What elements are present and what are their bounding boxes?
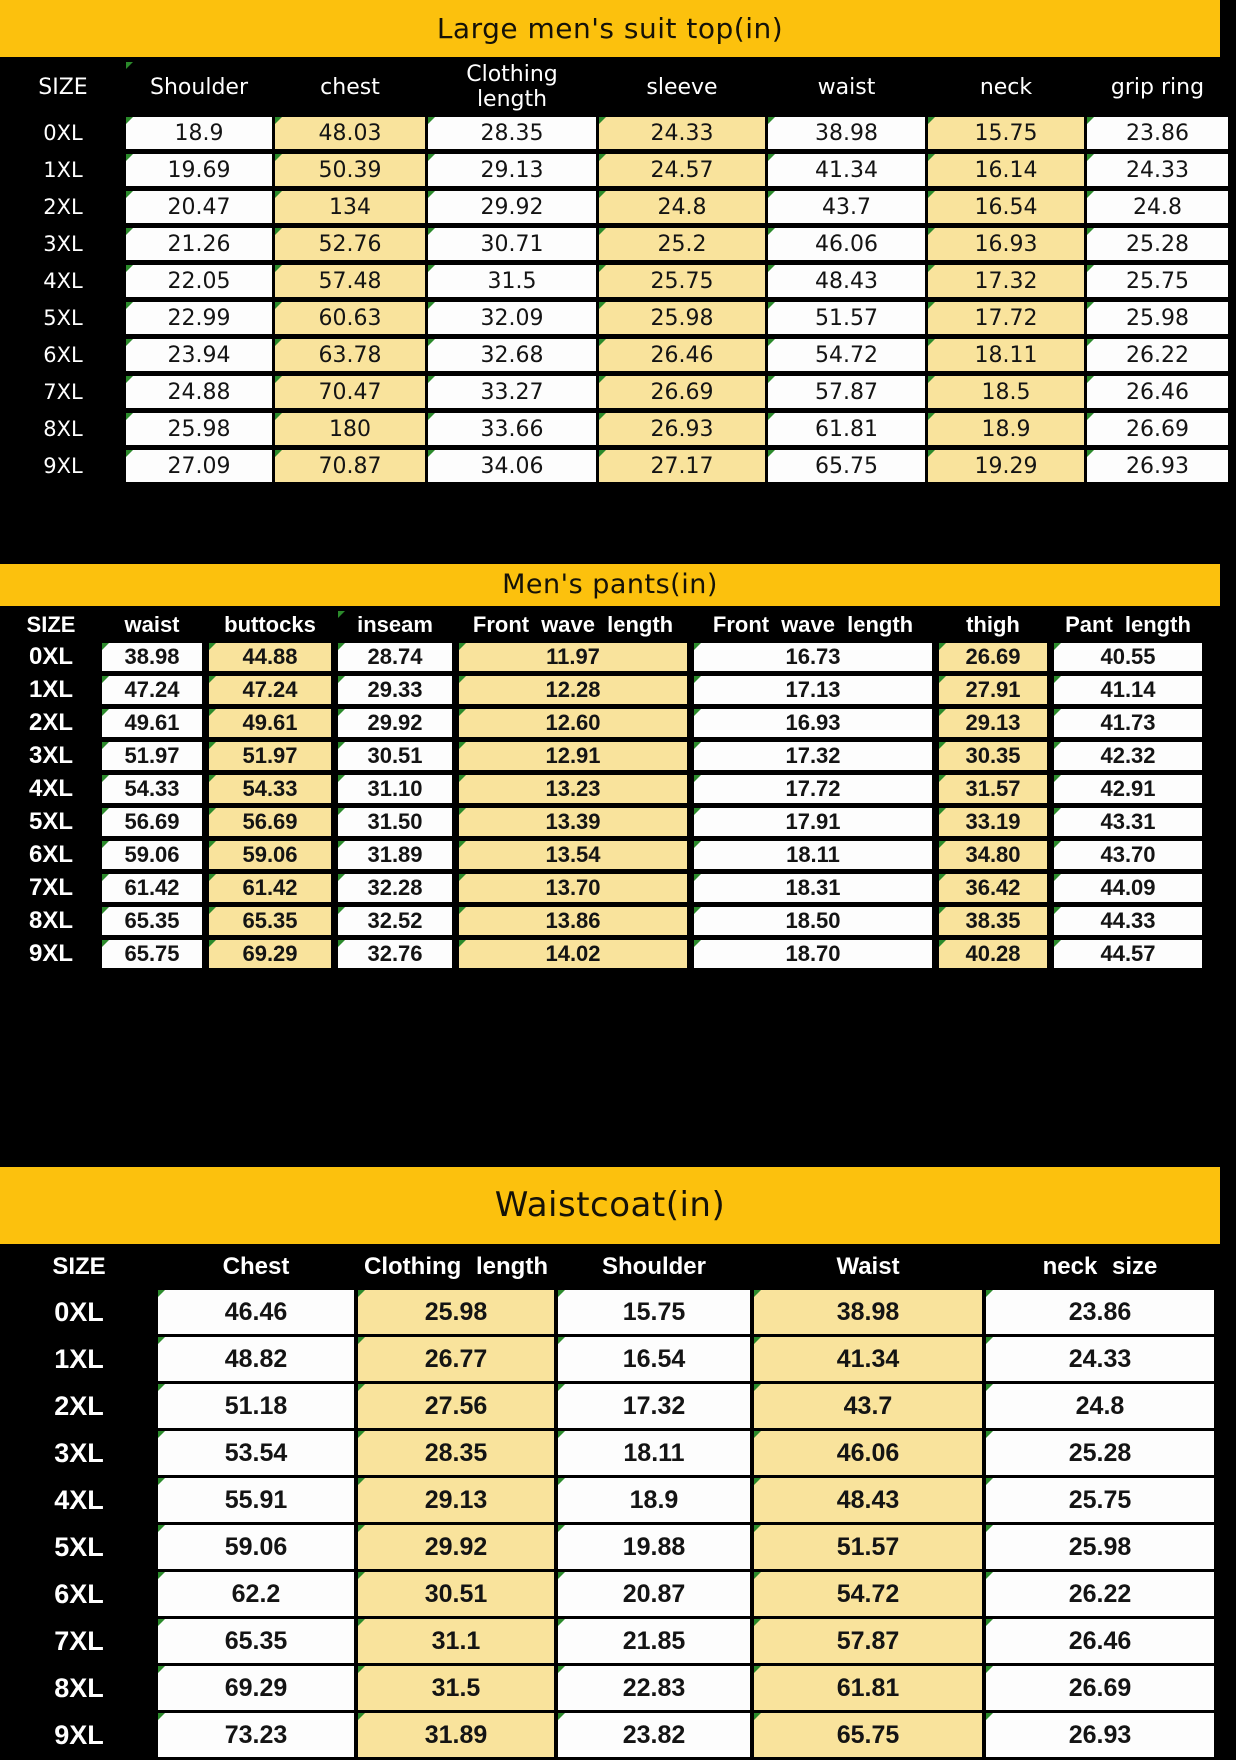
data-cell: 44.33 [1054, 907, 1202, 935]
data-cell: 31.57 [939, 775, 1047, 803]
column-header-waist: waist [817, 74, 876, 100]
data-cell: 26.69 [599, 376, 765, 408]
header-row [4, 1247, 1214, 1287]
data-cell: 36.42 [939, 874, 1047, 902]
data-cell: 16.54 [558, 1337, 750, 1381]
data-cell: 56.69 [102, 808, 202, 836]
size-label: 5XL [28, 808, 73, 835]
table-row-5xl [3, 302, 1228, 334]
data-cell: 57.87 [768, 376, 925, 408]
data-cell: 19.88 [558, 1525, 750, 1569]
size-label: 6XL [43, 343, 83, 367]
data-cell: 63.78 [275, 339, 425, 371]
data-cell: 73.23 [158, 1713, 354, 1757]
table-row-9xl [3, 450, 1228, 482]
data-cell: 38.98 [754, 1290, 982, 1334]
column-header-waist: waist [124, 611, 180, 637]
column-header-inseam: inseam [338, 611, 452, 638]
size-label: 7XL [54, 1625, 104, 1656]
data-cell: 51.18 [158, 1384, 354, 1428]
data-cell: 33.19 [939, 808, 1047, 836]
size-label: 1XL [54, 1343, 104, 1374]
table-row-8xl [7, 907, 1202, 935]
data-cell: 26.77 [358, 1337, 554, 1381]
table-row-3xl [7, 742, 1202, 770]
data-cell: 25.2 [599, 228, 765, 260]
size-label: 2XL [43, 195, 83, 219]
column-header-neck: neck [979, 74, 1033, 100]
data-cell: 65.75 [754, 1713, 982, 1757]
data-cell: 49.61 [102, 709, 202, 737]
data-cell: 18.50 [694, 907, 932, 935]
size-label: 8XL [54, 1672, 104, 1703]
size-label: 6XL [54, 1578, 104, 1609]
column-header-shoulder: Shoulder [126, 62, 272, 112]
column-header-neck-size: neck size [1042, 1253, 1158, 1280]
data-cell: 47.24 [102, 676, 202, 704]
data-cell: 30.35 [939, 742, 1047, 770]
data-cell: 59.06 [102, 841, 202, 869]
data-cell: 40.28 [939, 940, 1047, 968]
data-cell: 29.13 [428, 154, 596, 186]
data-cell: 26.22 [986, 1572, 1214, 1616]
table-row-5xl [7, 808, 1202, 836]
table-row-0xl [4, 1290, 1214, 1334]
data-cell: 30.51 [358, 1572, 554, 1616]
data-cell: 25.98 [358, 1290, 554, 1334]
data-cell: 29.92 [358, 1525, 554, 1569]
data-cell: 26.69 [986, 1666, 1214, 1710]
data-cell: 26.46 [1087, 376, 1228, 408]
size-label: 0XL [43, 121, 83, 145]
data-cell: 26.69 [939, 643, 1047, 671]
table-row-0xl [7, 643, 1202, 671]
data-cell: 30.71 [428, 228, 596, 260]
data-cell: 16.54 [928, 191, 1084, 223]
size-label: 4XL [43, 269, 83, 293]
data-cell: 70.47 [275, 376, 425, 408]
data-cell: 25.98 [986, 1525, 1214, 1569]
data-cell: 41.14 [1054, 676, 1202, 704]
size-label: 3XL [54, 1437, 104, 1468]
size-label: 0XL [28, 643, 73, 670]
column-header-chest: Chest [222, 1253, 290, 1280]
size-label: 4XL [54, 1484, 104, 1515]
table-row-4xl [3, 265, 1228, 297]
data-cell: 21.26 [126, 228, 272, 260]
table-row-4xl [4, 1478, 1214, 1522]
size-label: 6XL [28, 841, 73, 868]
data-cell: 13.86 [459, 907, 687, 935]
size-label: 5XL [43, 306, 83, 330]
size-label: 8XL [28, 907, 73, 934]
data-cell: 54.72 [768, 339, 925, 371]
data-cell: 31.5 [358, 1666, 554, 1710]
table-row-9xl [7, 940, 1202, 968]
data-cell: 180 [275, 413, 425, 445]
data-cell: 24.33 [599, 117, 765, 149]
size-label: 7XL [28, 874, 73, 901]
data-cell: 69.29 [209, 940, 331, 968]
data-cell: 16.73 [694, 643, 932, 671]
data-cell: 70.87 [275, 450, 425, 482]
column-header-clothing-length: Clothing length [364, 1253, 548, 1280]
data-cell: 27.09 [126, 450, 272, 482]
data-cell: 56.69 [209, 808, 331, 836]
column-header-sleeve: sleeve [646, 74, 718, 100]
data-cell: 65.35 [158, 1619, 354, 1663]
data-cell: 57.87 [754, 1619, 982, 1663]
data-cell: 46.46 [158, 1290, 354, 1334]
data-cell: 24.8 [599, 191, 765, 223]
size-label: 8XL [43, 417, 83, 441]
size-label: 0XL [54, 1296, 104, 1327]
data-cell: 38.98 [768, 117, 925, 149]
data-cell: 22.99 [126, 302, 272, 334]
data-cell: 43.70 [1054, 841, 1202, 869]
data-cell: 38.98 [102, 643, 202, 671]
data-cell: 22.83 [558, 1666, 750, 1710]
data-cell: 24.8 [986, 1384, 1214, 1428]
data-cell: 49.61 [209, 709, 331, 737]
waistcoat-section [0, 1167, 1236, 1760]
table-row-7xl [7, 874, 1202, 902]
size-label: 7XL [43, 380, 83, 404]
column-header-pant-length: Pant length [1065, 611, 1191, 637]
data-cell: 33.66 [428, 413, 596, 445]
data-cell: 32.76 [338, 940, 452, 968]
data-cell: 57.48 [275, 265, 425, 297]
data-cell: 54.33 [209, 775, 331, 803]
data-cell: 32.09 [428, 302, 596, 334]
data-cell: 17.13 [694, 676, 932, 704]
data-cell: 65.35 [102, 907, 202, 935]
data-cell: 17.72 [928, 302, 1084, 334]
column-header-waist: Waist [836, 1253, 900, 1280]
data-cell: 32.68 [428, 339, 596, 371]
data-cell: 14.02 [459, 940, 687, 968]
data-cell: 42.91 [1054, 775, 1202, 803]
data-cell: 26.93 [986, 1713, 1214, 1757]
data-cell: 42.32 [1054, 742, 1202, 770]
data-cell: 24.33 [986, 1337, 1214, 1381]
data-cell: 25.75 [1087, 265, 1228, 297]
data-cell: 17.91 [694, 808, 932, 836]
data-cell: 33.27 [428, 376, 596, 408]
size-label: 9XL [43, 454, 83, 478]
data-cell: 31.5 [428, 265, 596, 297]
data-cell: 17.32 [694, 742, 932, 770]
data-cell: 19.29 [928, 450, 1084, 482]
table-row-2xl [7, 709, 1202, 737]
data-cell: 26.93 [1087, 450, 1228, 482]
suit-top-section [0, 0, 1236, 487]
data-cell: 47.24 [209, 676, 331, 704]
data-cell: 51.57 [768, 302, 925, 334]
data-cell: 20.47 [126, 191, 272, 223]
table-row-5xl [4, 1525, 1214, 1569]
header-row [7, 611, 1202, 638]
data-cell: 61.42 [102, 874, 202, 902]
column-header-grip-ring: grip ring [1110, 74, 1205, 100]
data-cell: 23.94 [126, 339, 272, 371]
data-cell: 26.46 [599, 339, 765, 371]
data-cell: 18.70 [694, 940, 932, 968]
data-cell: 32.52 [338, 907, 452, 935]
data-cell: 23.86 [986, 1290, 1214, 1334]
data-cell: 31.89 [358, 1713, 554, 1757]
data-cell: 43.7 [754, 1384, 982, 1428]
data-cell: 31.89 [338, 841, 452, 869]
data-cell: 25.98 [1087, 302, 1228, 334]
column-header-shoulder: Shoulder [601, 1253, 706, 1280]
suit-top-table [0, 57, 1231, 487]
column-header-size: SIZE [26, 611, 76, 637]
data-cell: 34.06 [428, 450, 596, 482]
data-cell: 11.97 [459, 643, 687, 671]
data-cell: 26.69 [1087, 413, 1228, 445]
column-header-front-wave-length: Front wave length [712, 611, 914, 637]
size-label: 2XL [54, 1390, 104, 1421]
table-row-1xl [4, 1337, 1214, 1381]
data-cell: 13.23 [459, 775, 687, 803]
column-header-size: SIZE [52, 1253, 106, 1280]
data-cell: 17.72 [694, 775, 932, 803]
data-cell: 31.50 [338, 808, 452, 836]
data-cell: 29.13 [939, 709, 1047, 737]
data-cell: 50.39 [275, 154, 425, 186]
size-label: 9XL [54, 1719, 104, 1750]
data-cell: 46.06 [768, 228, 925, 260]
data-cell: 22.05 [126, 265, 272, 297]
data-cell: 18.5 [928, 376, 1084, 408]
data-cell: 12.91 [459, 742, 687, 770]
data-cell: 48.43 [768, 265, 925, 297]
data-cell: 34.80 [939, 841, 1047, 869]
data-cell: 24.88 [126, 376, 272, 408]
table-row-6xl [3, 339, 1228, 371]
data-cell: 65.35 [209, 907, 331, 935]
data-cell: 69.29 [158, 1666, 354, 1710]
data-cell: 61.81 [768, 413, 925, 445]
data-cell: 18.9 [558, 1478, 750, 1522]
data-cell: 54.72 [754, 1572, 982, 1616]
data-cell: 55.91 [158, 1478, 354, 1522]
data-cell: 18.11 [928, 339, 1084, 371]
data-cell: 40.55 [1054, 643, 1202, 671]
data-cell: 134 [275, 191, 425, 223]
data-cell: 23.82 [558, 1713, 750, 1757]
table-row-6xl [4, 1572, 1214, 1616]
data-cell: 43.31 [1054, 808, 1202, 836]
data-cell: 28.74 [338, 643, 452, 671]
table-row-0xl [3, 117, 1228, 149]
data-cell: 27.17 [599, 450, 765, 482]
size-label: 5XL [54, 1531, 104, 1562]
data-cell: 23.86 [1087, 117, 1228, 149]
data-cell: 65.75 [768, 450, 925, 482]
data-cell: 28.35 [428, 117, 596, 149]
table-row-3xl [4, 1431, 1214, 1475]
data-cell: 61.81 [754, 1666, 982, 1710]
data-cell: 29.92 [338, 709, 452, 737]
size-label: 4XL [28, 775, 73, 802]
waistcoat-table [0, 1244, 1218, 1760]
table-row-1xl [7, 676, 1202, 704]
data-cell: 65.75 [102, 940, 202, 968]
data-cell: 25.98 [599, 302, 765, 334]
data-cell: 54.33 [102, 775, 202, 803]
data-cell: 25.98 [126, 413, 272, 445]
size-label: 1XL [28, 676, 73, 703]
data-cell: 26.93 [599, 413, 765, 445]
table-row-8xl [3, 413, 1228, 445]
table-row-7xl [4, 1619, 1214, 1663]
pants-table [0, 606, 1209, 973]
data-cell: 25.75 [599, 265, 765, 297]
size-label: 3XL [43, 232, 83, 256]
table-row-8xl [4, 1666, 1214, 1710]
data-cell: 59.06 [209, 841, 331, 869]
data-cell: 27.56 [358, 1384, 554, 1428]
data-cell: 17.32 [558, 1384, 750, 1428]
data-cell: 25.28 [1087, 228, 1228, 260]
data-cell: 15.75 [928, 117, 1084, 149]
table-row-2xl [3, 191, 1228, 223]
data-cell: 24.8 [1087, 191, 1228, 223]
data-cell: 51.97 [209, 742, 331, 770]
column-header-size: SIZE [38, 74, 88, 100]
data-cell: 41.34 [768, 154, 925, 186]
data-cell: 43.7 [768, 191, 925, 223]
data-cell: 51.97 [102, 742, 202, 770]
data-cell: 16.14 [928, 154, 1084, 186]
data-cell: 29.33 [338, 676, 452, 704]
table-row-3xl [3, 228, 1228, 260]
size-label: 1XL [43, 158, 83, 182]
data-cell: 60.63 [275, 302, 425, 334]
data-cell: 48.82 [158, 1337, 354, 1381]
data-cell: 12.60 [459, 709, 687, 737]
data-cell: 32.28 [338, 874, 452, 902]
data-cell: 41.34 [754, 1337, 982, 1381]
data-cell: 25.28 [986, 1431, 1214, 1475]
data-cell: 41.73 [1054, 709, 1202, 737]
data-cell: 16.93 [694, 709, 932, 737]
data-cell: 31.1 [358, 1619, 554, 1663]
data-cell: 29.92 [428, 191, 596, 223]
data-cell: 26.46 [986, 1619, 1214, 1663]
column-header-thigh: thigh [966, 611, 1020, 637]
pants-title: Men's pants(in) [0, 564, 1220, 606]
data-cell: 30.51 [338, 742, 452, 770]
data-cell: 31.10 [338, 775, 452, 803]
column-header-front-wave-length: Front wave length [472, 611, 674, 637]
data-cell: 15.75 [558, 1290, 750, 1334]
data-cell: 18.11 [558, 1431, 750, 1475]
table-row-7xl [3, 376, 1228, 408]
data-cell: 17.32 [928, 265, 1084, 297]
data-cell: 44.09 [1054, 874, 1202, 902]
data-cell: 28.35 [358, 1431, 554, 1475]
data-cell: 21.85 [558, 1619, 750, 1663]
column-header-clothing-length: Clothing length [466, 62, 558, 112]
data-cell: 13.70 [459, 874, 687, 902]
size-label: 9XL [28, 940, 73, 967]
data-cell: 59.06 [158, 1525, 354, 1569]
data-cell: 18.11 [694, 841, 932, 869]
data-cell: 48.43 [754, 1478, 982, 1522]
data-cell: 24.57 [599, 154, 765, 186]
data-cell: 27.91 [939, 676, 1047, 704]
data-cell: 46.06 [754, 1431, 982, 1475]
table-row-1xl [3, 154, 1228, 186]
data-cell: 18.31 [694, 874, 932, 902]
data-cell: 38.35 [939, 907, 1047, 935]
suit-top-title: Large men's suit top(in) [0, 0, 1220, 57]
data-cell: 52.76 [275, 228, 425, 260]
data-cell: 12.28 [459, 676, 687, 704]
data-cell: 29.13 [358, 1478, 554, 1522]
data-cell: 18.9 [928, 413, 1084, 445]
size-label: 3XL [28, 742, 73, 769]
pants-section [0, 564, 1236, 973]
data-cell: 53.54 [158, 1431, 354, 1475]
data-cell: 13.39 [459, 808, 687, 836]
data-cell: 16.93 [928, 228, 1084, 260]
data-cell: 18.9 [126, 117, 272, 149]
waistcoat-title: Waistcoat(in) [0, 1167, 1220, 1244]
table-row-9xl [4, 1713, 1214, 1757]
table-row-4xl [7, 775, 1202, 803]
header-row [3, 62, 1228, 112]
data-cell: 13.54 [459, 841, 687, 869]
data-cell: 25.75 [986, 1478, 1214, 1522]
data-cell: 20.87 [558, 1572, 750, 1616]
data-cell: 24.33 [1087, 154, 1228, 186]
data-cell: 44.57 [1054, 940, 1202, 968]
column-header-buttocks: buttocks [224, 611, 316, 637]
data-cell: 26.22 [1087, 339, 1228, 371]
data-cell: 51.57 [754, 1525, 982, 1569]
data-cell: 44.88 [209, 643, 331, 671]
table-row-6xl [7, 841, 1202, 869]
table-row-2xl [4, 1384, 1214, 1428]
data-cell: 62.2 [158, 1572, 354, 1616]
data-cell: 61.42 [209, 874, 331, 902]
column-header-chest: chest [320, 74, 380, 100]
data-cell: 48.03 [275, 117, 425, 149]
size-label: 2XL [28, 709, 73, 736]
data-cell: 19.69 [126, 154, 272, 186]
